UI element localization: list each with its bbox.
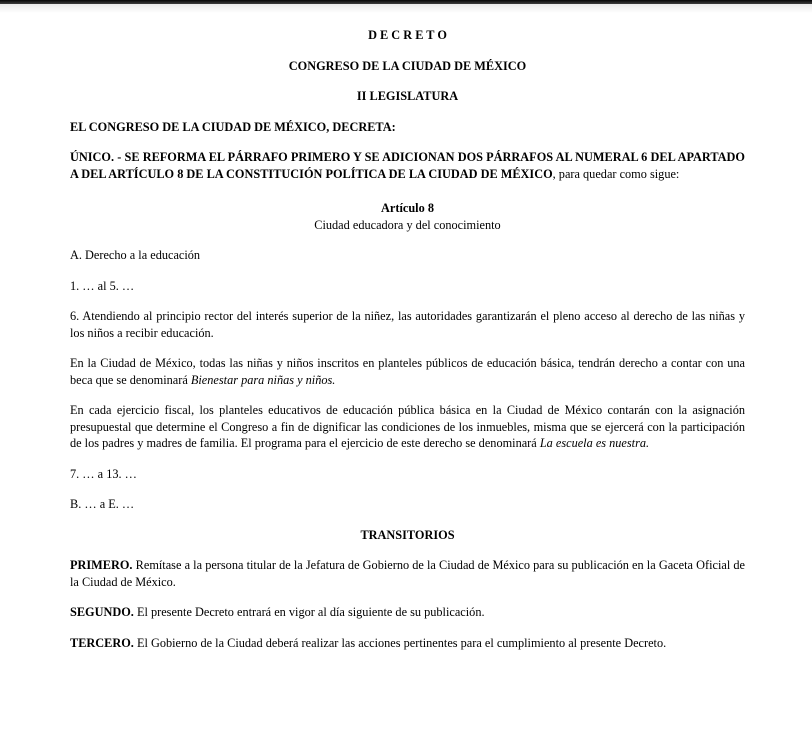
beca-program-name: Bienestar para niñas y niños. xyxy=(190,372,336,387)
transitorio-segundo-label: SEGUNDO. xyxy=(70,605,134,619)
unico-regular-text: , para quedar como sigue: xyxy=(552,166,680,181)
numeral-6-paragraph: 6. Atendiendo al principio rector del interés superior de la niñez, las autoridades garantizarán el pleno acceso al derecho de las niñas y los niños a recibir educación. xyxy=(70,309,745,340)
transitorios-heading: TRANSITORIOS xyxy=(360,527,455,542)
article-heading-block xyxy=(70,200,745,233)
decree-statement: EL CONGRESO DE LA CIUDAD DE MÉXICO, DECRETA: xyxy=(70,119,396,134)
transitorio-primero xyxy=(70,557,745,590)
section-a-heading: A. Derecho a la educación xyxy=(70,248,201,262)
fiscal-regular-text: En cada ejercicio fiscal, los planteles educativos de educación pública básica en la Ciudad de México contarán con la asignación presupuestal que determine el Congreso a fin de dignificar las condiciones de los inmuebles, misma que se ejercerá con la participación de los padres y madres de familia. El programa para el ejercicio de este derecho se denominará xyxy=(70,403,745,450)
page-top-shadow xyxy=(0,4,812,13)
transitorio-segundo-text: El presente Decreto entrará en vigor al día siguiente de su publicación. xyxy=(133,605,485,619)
document-title: D E C R E T O xyxy=(368,28,447,42)
unico-paragraph xyxy=(70,149,745,182)
legislature-heading: II LEGISLATURA xyxy=(356,89,459,103)
fiscal-paragraph xyxy=(70,402,745,452)
numerals-1-5-ellipsis: 1. … al 5. … xyxy=(70,278,135,293)
transitorio-primero-text: Remítase a la persona titular de la Jefatura de Gobierno de la Ciudad de México para su publicación en la Gaceta Oficial de la Ciudad de México. xyxy=(70,558,745,589)
beca-regular-text: En la Ciudad de México, todas las niñas y niños inscritos en planteles públicos de educación básica, tendrán derecho a contar con una beca que se denominará xyxy=(70,356,745,387)
transitorio-tercero-label: TERCERO. xyxy=(70,635,134,650)
transitorio-primero-label: PRIMERO. xyxy=(70,558,133,572)
article-number: Artículo 8 xyxy=(381,201,434,215)
document-content xyxy=(0,27,812,651)
numerals-7-13-ellipsis: 7. … a 13. … xyxy=(70,466,137,481)
transitorio-segundo xyxy=(70,604,745,621)
sections-b-e-ellipsis: B. … a E. … xyxy=(70,497,135,511)
transitorio-tercero xyxy=(70,635,745,652)
unico-bold-text: ÚNICO. - SE REFORMA EL PÁRRAFO PRIMERO Y SE ADICIONAN DOS PÁRRAFOS AL NUMERAL 6 DEL APARTADO A DEL ARTÍCULO 8 DE LA CONSTITUCIÓN POLÍTICA DE LA CIUDAD DE MÉXICO xyxy=(70,150,745,181)
beca-paragraph xyxy=(70,355,745,388)
institution-heading: CONGRESO DE LA CIUDAD DE MÉXICO xyxy=(288,58,527,73)
article-subtitle: Ciudad educadora y del conocimiento xyxy=(314,217,501,232)
transitorio-tercero-text: El Gobierno de la Ciudad deberá realizar las acciones pertinentes para el cumplimiento al presente Decreto. xyxy=(133,635,667,650)
fiscal-program-name: La escuela es nuestra. xyxy=(539,436,650,450)
